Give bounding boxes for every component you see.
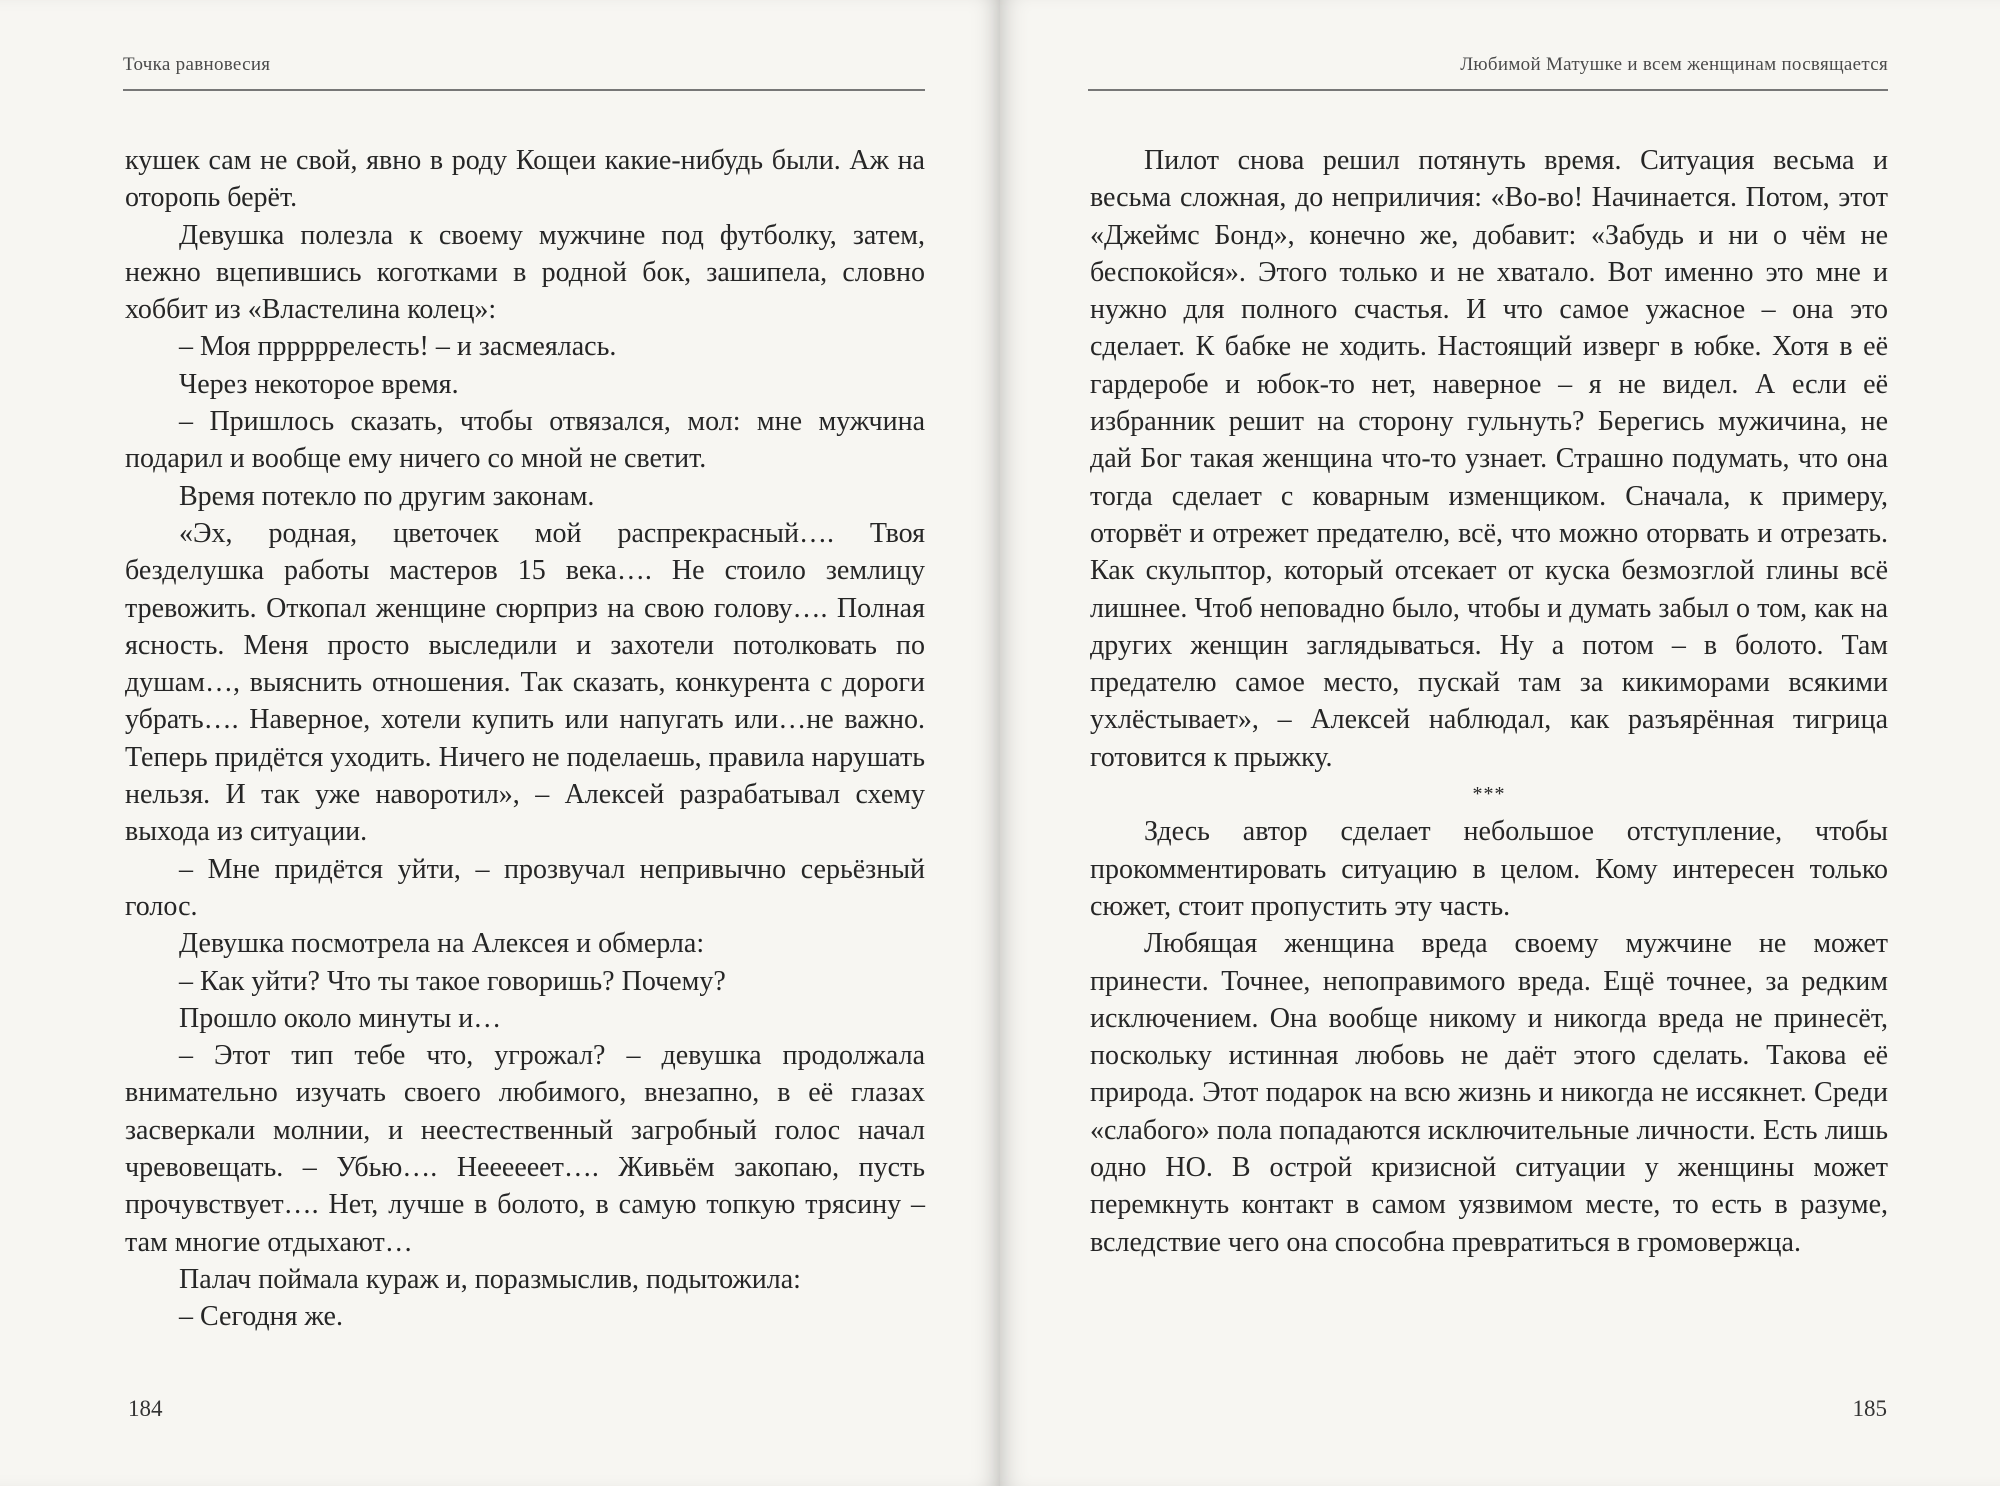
header-rule-left — [123, 89, 925, 91]
paragraph: Через некоторое время. — [179, 368, 459, 400]
header-rule-right — [1088, 89, 1888, 91]
body-text-right — [1090, 142, 1888, 1261]
paragraph: кушек сам не свой, явно в роду Кощеи какие-нибудь были. Аж на оторопь берёт. — [125, 145, 925, 214]
paragraph: – Пришлось сказать, чтобы отвязался, мол: мне мужчина подарил и вообще ему ничего со мной не светит. — [125, 406, 925, 475]
running-head-right: Любимой Матушке и всем женщинам посвящается — [1460, 54, 1888, 75]
paragraph: «Эх, родная, цветочек мой распрекрасный…. Твоя безделушка работы мастеров 15 века…. Не стоило землицу тревожить. Откопал женщине сюрприз на свою голову…. Полная ясность. Меня просто выследили и захотели потолковать по душам…, выяснить отношения. Так сказать, конкурента с дороги убрать…. Наверное, хотели купить или напугать или…не важно. Теперь придётся уходить. Ничего не поделаешь, правила нарушать нельзя. И так уже наворотил», – Алексей разрабатывал схему выхода из ситуации. — [125, 517, 925, 848]
page-number-right: 185 — [1852, 1396, 1887, 1421]
paragraph: – Сегодня же. — [179, 1301, 343, 1333]
paragraph: Любящая женщина вреда своему мужчине не может принести. Точнее, непоправимого вреда. Ещё точнее, за редким исключением. Она вообще никому и никогда вреда не принесёт, поскольку истинная любовь не даёт этого сделать. Такова её природа. Этот подарок на всю жизнь и никогда не иссякнет. Среди «слабого» пола попадаются исключительные личности. Есть лишь одно НО. В острой кризисной ситуации у женщины может перемкнуть контакт в самом уязвимом месте, то есть в разуме, вследствие чего она способна превратиться в громовержца. — [1090, 928, 1888, 1258]
paragraph: – Этот тип тебе что, угрожал? – девушка продолжала внимательно изучать своего любимого, внезапно, в её глазах засверкали молнии, и неестественный загробный голос начал чревовещать. – Убью…. Неееееет…. Живьём закопаю, пусть прочувствует…. Нет, лучше в болото, в самую топкую трясину – там многие отдыхают… — [125, 1040, 925, 1258]
paragraph: – Как уйти? Что ты такое говоришь? Почему? — [179, 965, 726, 997]
section-break: *** — [1472, 783, 1506, 806]
paragraph: – Моя прррррелесть! – и засмеялась. — [179, 331, 617, 363]
right-page — [1000, 0, 2000, 1486]
paragraph: – Мне придётся уйти, – прозвучал непривычно серьёзный голос. — [125, 853, 925, 922]
paragraph: Время потекло по другим законам. — [179, 480, 595, 512]
paragraph: Девушка полезла к своему мужчине под футболку, затем, нежно вцепившись коготками в родной бок, зашипела, словно хоббит из «Властелина колец»: — [125, 219, 925, 326]
body-text-left — [125, 142, 925, 1336]
paragraph: Пилот снова решил потянуть время. Ситуация весьма и весьма сложная, до неприличия: «Во-во! Начинается. Потом, этот «Джеймс Бонд», конечно же, добавит: «Забудь и ни о чём не беспокойся». Этого только и не хватало. Вот именно это мне и нужно для полного счастья. И что самое ужасное – она это сделает. К бабке не ходить. Настоящий изверг в юбке. Хотя в её гардеробе и юбок-то нет, наверное – я не видел. А если её избранник решит на сторону гульнуть? Берегись мужичина, не дай Бог такая женщина что-то узнает. Страшно подумать, что она тогда сделает с коварным изменщиком. Сначала, к примеру, оторвёт и отрежет предателю, всё, что можно оторвать и отрезать. Как скульптор, который отсекает от куска безмозглой глины всё лишнее. Чтоб неповадно было, чтобы и думать забыл о том, как на других женщин заглядываться. Ну а потом – в болото. Там предателю самое место, пускай там за кикиморами всякими ухлёстывает», – Алексей наблюдал, как разъярённая тигрица готовится к прыжку. — [1090, 145, 1888, 773]
paragraph: Прошло около минуты и… — [179, 1002, 502, 1034]
page-number-left: 184 — [128, 1396, 163, 1421]
paragraph: Палач поймала кураж и, поразмыслив, подытожила: — [179, 1263, 801, 1295]
running-head-left: Точка равновесия — [123, 54, 271, 75]
paragraph: Девушка посмотрела на Алексея и обмерла: — [179, 928, 705, 960]
paragraph: Здесь автор сделает небольшое отступление, чтобы прокомментировать ситуацию в целом. Кому интересен только сюжет, стоит пропустить эту часть. — [1090, 816, 1888, 922]
